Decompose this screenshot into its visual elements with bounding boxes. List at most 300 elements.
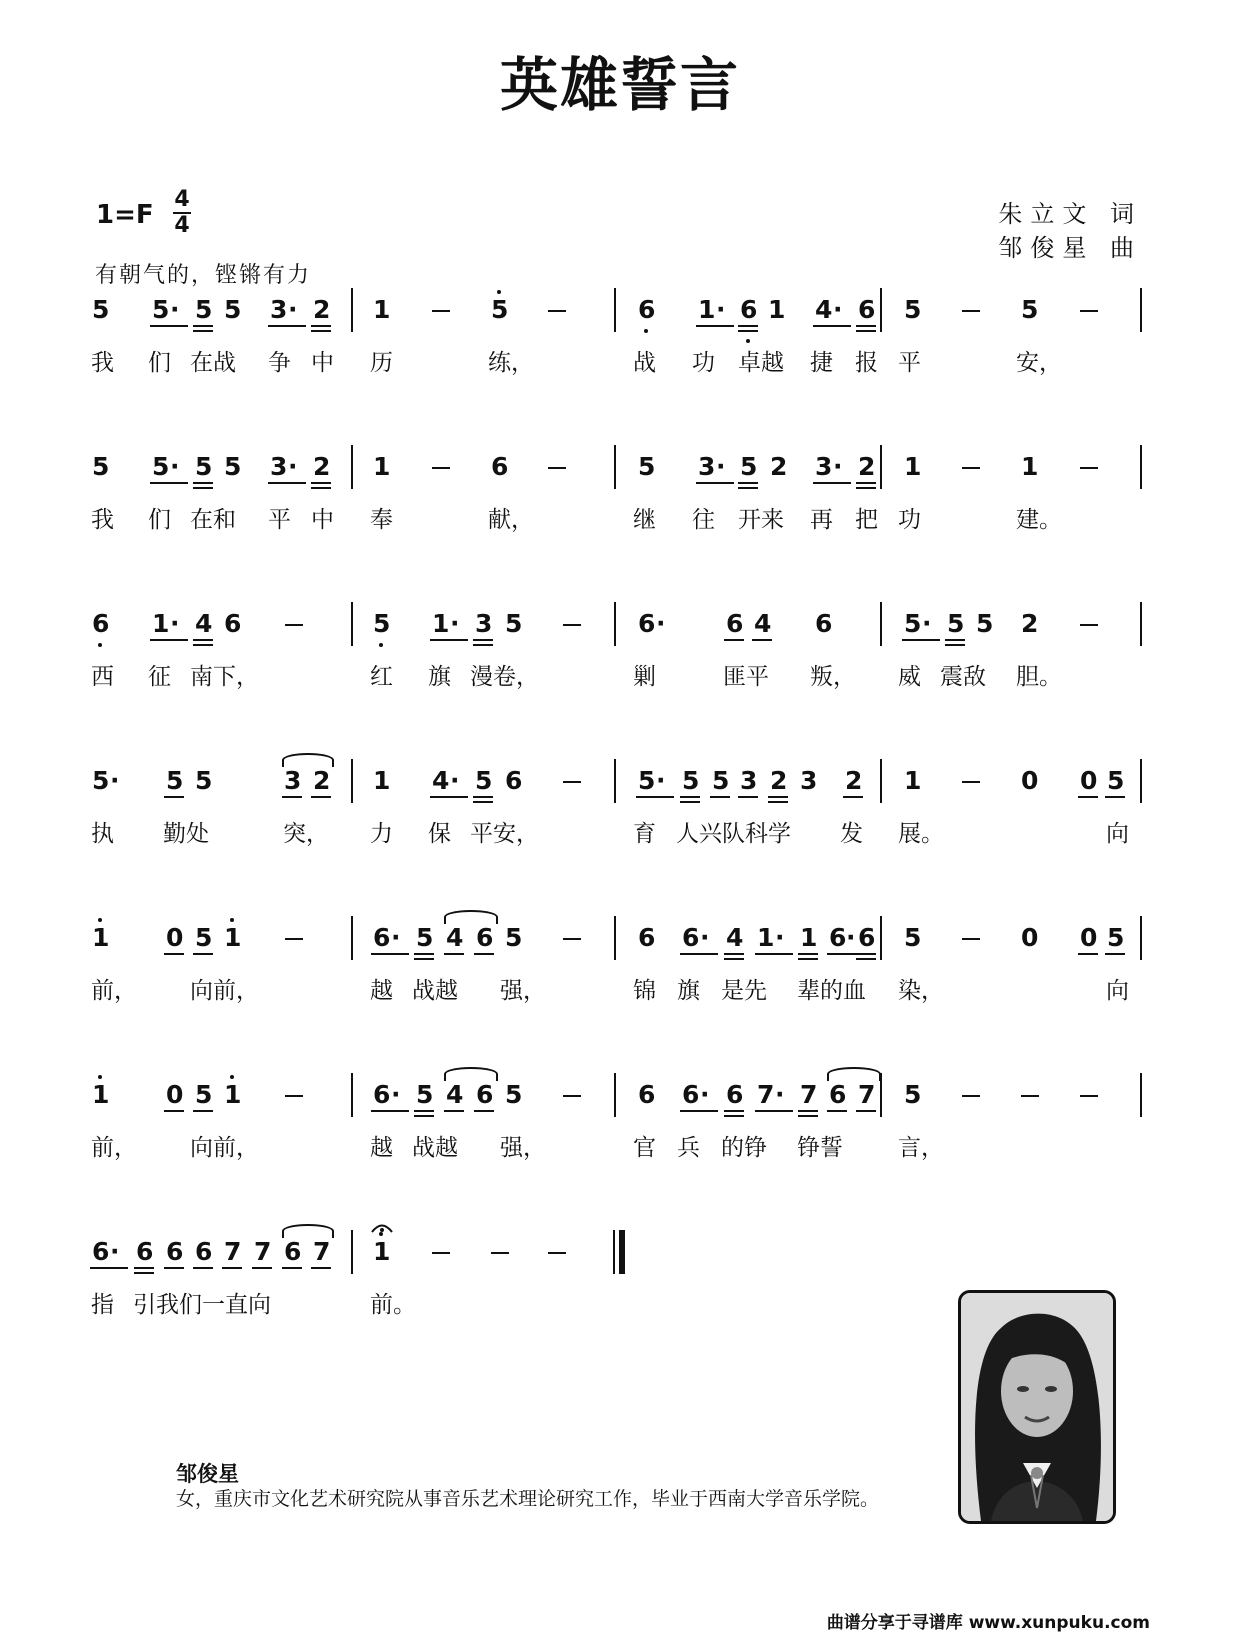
low-octave-dot (379, 643, 383, 647)
note: · (170, 452, 180, 481)
note: · (288, 452, 298, 481)
underline-beam (636, 796, 656, 798)
note: · (775, 1080, 785, 1109)
lyric-word: 再 (810, 507, 833, 533)
note: 0 (166, 923, 184, 952)
barline (880, 445, 882, 489)
underline-beam (311, 1267, 331, 1269)
underline-beam (474, 953, 494, 955)
note: 5 (416, 923, 434, 952)
underline-beam (738, 796, 758, 798)
note: 5 (1021, 295, 1039, 324)
note: · (391, 923, 401, 952)
lyric-word: 言， (898, 1135, 944, 1161)
dash-mark (548, 467, 566, 469)
note: · (450, 609, 460, 638)
underline-beam (755, 953, 775, 955)
note: 4 (446, 923, 464, 952)
underline-beam (414, 1115, 434, 1117)
note: · (450, 766, 460, 795)
note: 6 (284, 1237, 302, 1266)
lyric-word: 的铮 (721, 1135, 767, 1161)
note: 6 (638, 295, 656, 324)
underline-beam (714, 325, 734, 327)
lyric-word: 向前， (190, 1135, 259, 1161)
note: · (170, 609, 180, 638)
underline-beam (1078, 953, 1098, 955)
lyric-word: 争 (268, 350, 291, 376)
lyric-word: 向 (1106, 821, 1129, 847)
note: 0 (1021, 766, 1039, 795)
note: 5 (505, 609, 523, 638)
note: 1 (373, 295, 391, 324)
composer-photo (958, 1290, 1116, 1524)
note: 5 (152, 295, 170, 324)
lyric-word: 剿 (633, 664, 656, 690)
note: 5 (224, 295, 242, 324)
underline-beam (710, 796, 730, 798)
lyric-word: 们 (148, 350, 171, 376)
note: 5 (682, 766, 700, 795)
lyric-word: 漫卷， (470, 664, 539, 690)
final-barline-thin (613, 1230, 615, 1274)
dash-mark (1021, 1095, 1039, 1097)
barline (351, 1073, 353, 1117)
note: 5 (1107, 766, 1125, 795)
lyricist-credit: 朱立文 词 (998, 200, 1142, 228)
barline (880, 288, 882, 332)
barline (614, 602, 616, 646)
note: 6 (92, 1237, 110, 1266)
lyric-word: 保 (428, 821, 451, 847)
underline-beam (168, 639, 188, 641)
underline-beam (1078, 796, 1098, 798)
lyric-word: 报 (855, 350, 878, 376)
key-signature: 1=F (96, 200, 154, 230)
underline-beam (945, 639, 965, 641)
lyric-word: 往 (692, 507, 715, 533)
underline-beam (193, 1110, 213, 1112)
underline-beam (311, 330, 331, 332)
note: 6 (682, 1080, 700, 1109)
underline-beam (108, 1267, 128, 1269)
underline-beam (371, 1110, 391, 1112)
note: 2 (313, 766, 331, 795)
note: 2 (858, 452, 876, 481)
dash-mark (491, 1252, 509, 1254)
dash-mark (1080, 1095, 1098, 1097)
lyric-word: 染， (898, 978, 944, 1004)
underline-beam (448, 796, 468, 798)
lyric-word: 功 (898, 507, 921, 533)
dash-mark (1080, 624, 1098, 626)
underline-beam (430, 639, 450, 641)
note: 6 (224, 609, 242, 638)
note: 3 (698, 452, 716, 481)
bio-text: 女，重庆市文化艺术研究院从事音乐艺术理论研究工作，毕业于西南大学音乐学院。 (176, 1488, 880, 1510)
note: · (110, 766, 120, 795)
underline-beam (444, 1110, 464, 1112)
note: 6 (829, 1080, 847, 1109)
song-title: 英雄誓言 (499, 51, 740, 119)
lyric-word: 在战 (190, 350, 236, 376)
note: 5 (1107, 923, 1125, 952)
note: 0 (1080, 766, 1098, 795)
note: 6 (638, 1080, 656, 1109)
high-octave-dot (230, 918, 234, 922)
lyric-word: 强， (500, 978, 546, 1004)
underline-beam (738, 487, 758, 489)
portrait-image (961, 1293, 1113, 1521)
lyric-word: 捷 (810, 350, 833, 376)
note: 6 (740, 295, 758, 324)
note: 5 (638, 452, 656, 481)
note: 5 (505, 923, 523, 952)
underline-beam (738, 482, 758, 484)
lyric-word: 勤处 (163, 821, 209, 847)
underline-beam (798, 958, 818, 960)
underline-beam (698, 953, 718, 955)
note: 6 (638, 609, 656, 638)
lyric-word: 前。 (370, 1292, 416, 1318)
note: 5 (166, 766, 184, 795)
note: · (700, 1080, 710, 1109)
note: 0 (166, 1080, 184, 1109)
lyric-word: 在和 (190, 507, 236, 533)
note: 1 (432, 609, 450, 638)
lyric-word: 们 (148, 507, 171, 533)
lyric-word: 历 (370, 350, 393, 376)
underline-beam (164, 1267, 184, 1269)
underline-beam (193, 644, 213, 646)
underline-beam (134, 1272, 154, 1274)
lyric-word: 前， (91, 1135, 137, 1161)
barline (614, 445, 616, 489)
note: 5 (904, 295, 922, 324)
underline-beam (282, 1267, 302, 1269)
underline-beam (856, 487, 876, 489)
note: 1 (92, 923, 110, 952)
note: 6 (136, 1237, 154, 1266)
note: 0 (1021, 923, 1039, 952)
note: · (656, 766, 666, 795)
note: 4 (446, 1080, 464, 1109)
lyric-word: 平安， (470, 821, 539, 847)
note: 6 (476, 1080, 494, 1109)
lyric-word: 奉 (370, 507, 393, 533)
high-octave-dot (98, 1075, 102, 1079)
barline (614, 1073, 616, 1117)
note: 1 (373, 766, 391, 795)
lyric-word: 向 (1106, 978, 1129, 1004)
barline (880, 916, 882, 960)
note: 5 (904, 923, 922, 952)
dash-mark (548, 310, 566, 312)
underline-beam (1105, 953, 1125, 955)
dash-mark (1080, 467, 1098, 469)
note: 5 (373, 609, 391, 638)
dash-mark (962, 1095, 980, 1097)
barline (1140, 759, 1142, 803)
underline-beam (286, 482, 306, 484)
final-barline-thick (619, 1230, 625, 1274)
underline-beam (444, 953, 464, 955)
note: 4 (195, 609, 213, 638)
note: 3 (800, 766, 818, 795)
underline-beam (768, 796, 788, 798)
note: · (170, 295, 180, 324)
lyric-word: 我 (91, 507, 114, 533)
lyric-word: 前， (91, 978, 137, 1004)
lyric-word: 南下， (190, 664, 259, 690)
barline (614, 288, 616, 332)
lyric-word: 震敌 (940, 664, 986, 690)
lyric-word: 引我们一直向 (133, 1292, 271, 1318)
lyric-word: 官 (633, 1135, 656, 1161)
lyric-word: 西 (91, 664, 114, 690)
underline-beam (714, 482, 734, 484)
lyric-word: 安， (1016, 350, 1062, 376)
tempo-marking: 有朝气的，铿锵有力 (95, 263, 312, 288)
lyric-word: 旗 (677, 978, 700, 1004)
underline-beam (193, 325, 213, 327)
lyric-word: 战越 (412, 1135, 458, 1161)
note: · (656, 609, 666, 638)
underline-beam (654, 796, 674, 798)
dash-mark (432, 467, 450, 469)
underline-beam (724, 1110, 744, 1112)
underline-beam (371, 953, 391, 955)
dash-mark (563, 624, 581, 626)
note: 5 (195, 295, 213, 324)
note: 6 (682, 923, 700, 952)
note: · (700, 923, 710, 952)
underline-beam (168, 325, 188, 327)
underline-beam (193, 1267, 213, 1269)
lyric-word: 育 (633, 821, 656, 847)
lyric-word: 红 (370, 664, 393, 690)
underline-beam (168, 482, 188, 484)
note: 2 (770, 452, 788, 481)
note: 7 (858, 1080, 876, 1109)
note: 6 (829, 923, 847, 952)
note: 3 (284, 766, 302, 795)
lyric-word: 力 (370, 821, 393, 847)
underline-beam (755, 1110, 775, 1112)
note: 2 (770, 766, 788, 795)
underline-beam (150, 325, 170, 327)
underline-beam (448, 639, 468, 641)
note: 2 (1021, 609, 1039, 638)
underline-beam (193, 482, 213, 484)
underline-beam (798, 953, 818, 955)
barline (614, 916, 616, 960)
low-octave-dot (644, 329, 648, 333)
lyric-word: 中 (311, 350, 334, 376)
note: 7 (800, 1080, 818, 1109)
note: 6 (476, 923, 494, 952)
underline-beam (389, 953, 409, 955)
note: · (833, 295, 843, 324)
dash-mark (962, 467, 980, 469)
underline-beam (164, 1110, 184, 1112)
lyric-word: 强， (500, 1135, 546, 1161)
lyric-word: 指 (91, 1292, 114, 1318)
underline-beam (164, 953, 184, 955)
note: 1 (224, 1080, 242, 1109)
barline (351, 916, 353, 960)
barline (1140, 445, 1142, 489)
dash-mark (432, 1252, 450, 1254)
underline-beam (724, 958, 744, 960)
time-signature-top: 4 (174, 187, 190, 212)
lyric-word: 叛， (810, 664, 856, 690)
note: 1 (768, 295, 786, 324)
slur-tie (282, 753, 334, 767)
note: 1 (373, 452, 391, 481)
note: 5 (976, 609, 994, 638)
underline-beam (193, 953, 213, 955)
underline-beam (430, 796, 450, 798)
barline (351, 445, 353, 489)
lyric-word: 旗 (428, 664, 451, 690)
note: · (716, 452, 726, 481)
note: · (391, 1080, 401, 1109)
underline-beam (856, 482, 876, 484)
underline-beam (286, 325, 306, 327)
note: 2 (313, 452, 331, 481)
underline-beam (150, 639, 170, 641)
note: 7 (224, 1237, 242, 1266)
note: 3 (270, 295, 288, 324)
dash-mark (563, 781, 581, 783)
underline-beam (813, 325, 833, 327)
underline-beam (150, 482, 170, 484)
underline-beam (798, 1115, 818, 1117)
watermark: 曲谱分享于寻谱库 www.xunpuku.com (826, 1613, 1150, 1633)
note: 7 (254, 1237, 272, 1266)
barline (1140, 602, 1142, 646)
underline-beam (311, 482, 331, 484)
note: 6 (858, 923, 876, 952)
note: 1 (152, 609, 170, 638)
barline (351, 288, 353, 332)
note: 1 (904, 766, 922, 795)
dash-mark (1080, 310, 1098, 312)
note: 3 (270, 452, 288, 481)
note: 1 (373, 1237, 391, 1266)
underline-beam (473, 644, 493, 646)
underline-beam (696, 482, 716, 484)
barline (880, 602, 882, 646)
lyric-word: 是先 (721, 978, 767, 1004)
lyric-word: 我 (91, 350, 114, 376)
lyric-word: 开来 (738, 507, 784, 533)
composer-credit: 邹俊星 曲 (998, 234, 1142, 262)
note: 7 (757, 1080, 775, 1109)
underline-beam (193, 330, 213, 332)
underline-beam (813, 482, 833, 484)
note: 5 (195, 923, 213, 952)
barline (880, 759, 882, 803)
lyric-word: 献， (488, 507, 534, 533)
note: 5 (740, 452, 758, 481)
underline-beam (222, 1267, 242, 1269)
lyric-word: 中 (311, 507, 334, 533)
underline-beam (724, 953, 744, 955)
note: · (846, 923, 856, 952)
note: 6 (166, 1237, 184, 1266)
slur-tie (282, 1224, 334, 1238)
barline (351, 759, 353, 803)
note: 6 (726, 609, 744, 638)
underline-beam (268, 325, 288, 327)
note: · (110, 1237, 120, 1266)
underline-beam (768, 801, 788, 803)
lyric-word: 发 (840, 821, 863, 847)
barline (1140, 288, 1142, 332)
low-octave-dot (746, 339, 750, 343)
lyric-word: 把 (855, 507, 878, 533)
underline-beam (724, 1115, 744, 1117)
note: 1 (904, 452, 922, 481)
note: 6 (638, 923, 656, 952)
underline-beam (945, 644, 965, 646)
note: 5 (195, 1080, 213, 1109)
underline-beam (738, 330, 758, 332)
lyric-word: 人兴队科学 (676, 821, 791, 847)
note: 5 (152, 452, 170, 481)
note: 6 (858, 295, 876, 324)
lyric-word: 越 (370, 1135, 393, 1161)
underline-beam (473, 639, 493, 641)
note: 0 (1080, 923, 1098, 952)
note: 5 (92, 766, 110, 795)
lyric-word: 兵 (677, 1135, 700, 1161)
note: 4 (754, 609, 772, 638)
lyric-word: 平 (898, 350, 921, 376)
underline-beam (473, 801, 493, 803)
lyric-word: 锦 (633, 978, 656, 1004)
underline-beam (268, 482, 288, 484)
fermata-icon (370, 1218, 394, 1230)
note: · (716, 295, 726, 324)
note: 5 (92, 452, 110, 481)
barline (1140, 916, 1142, 960)
underline-beam (831, 325, 851, 327)
note: 1 (757, 923, 775, 952)
note: 1 (698, 295, 716, 324)
underline-beam (773, 953, 793, 955)
slur-tie (444, 1067, 498, 1081)
underline-beam (414, 1110, 434, 1112)
note: 2 (845, 766, 863, 795)
underline-beam (831, 482, 851, 484)
lyric-word: 铮誓 (797, 1135, 843, 1161)
underline-beam (680, 1110, 700, 1112)
note: 1 (92, 1080, 110, 1109)
underline-beam (856, 953, 876, 955)
high-octave-dot (98, 918, 102, 922)
underline-beam (724, 639, 744, 641)
note: · (833, 452, 843, 481)
underline-beam (311, 325, 331, 327)
underline-beam (1105, 796, 1125, 798)
slur-tie (444, 910, 498, 924)
note: 5 (505, 1080, 523, 1109)
underline-beam (902, 639, 922, 641)
underline-beam (414, 958, 434, 960)
